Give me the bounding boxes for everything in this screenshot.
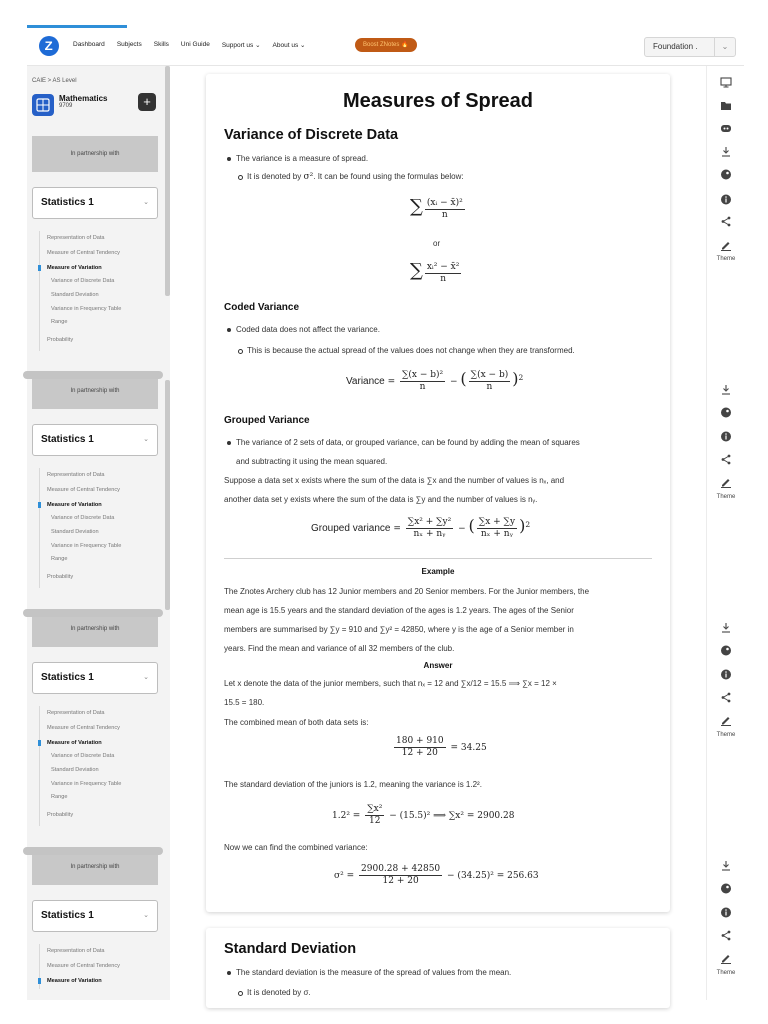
toc-subitem[interactable]: Variance of Discrete Data bbox=[51, 753, 115, 759]
subheading: Grouped Variance bbox=[224, 415, 310, 426]
share-bubble-icon[interactable] bbox=[719, 883, 733, 895]
nav-subjects[interactable]: Subjects bbox=[116, 41, 142, 48]
theme-label[interactable]: Theme bbox=[716, 256, 736, 262]
subject-name: Mathematics bbox=[59, 94, 108, 103]
toc-list bbox=[39, 468, 164, 588]
sidebar-scrollbar[interactable] bbox=[165, 66, 170, 296]
info-icon[interactable] bbox=[719, 907, 733, 919]
theme-label[interactable]: Theme bbox=[716, 970, 736, 976]
sub-bullet-text: It is denoted by σ. bbox=[247, 988, 311, 997]
bullet-text: The variance is a measure of spread. bbox=[236, 154, 369, 163]
level-select[interactable] bbox=[644, 37, 736, 57]
share-icon[interactable] bbox=[719, 930, 733, 942]
toc-item-active[interactable]: Measure of Variation bbox=[40, 498, 164, 513]
breadcrumb[interactable]: CAIE > AS Level bbox=[32, 78, 77, 84]
nav-menu bbox=[73, 41, 317, 49]
example-text: members are summarised by ∑y = 910 and ∑y² = 42850, where y is the age of a Senior member in bbox=[224, 625, 574, 634]
toc-subitem[interactable]: Variance in Frequency Table bbox=[51, 781, 122, 787]
tool-rail bbox=[706, 66, 744, 1000]
scroll-seam bbox=[23, 371, 163, 379]
answer-heading: Answer bbox=[423, 661, 453, 670]
edit-icon[interactable] bbox=[719, 953, 733, 965]
toc-subitem[interactable]: Standard Deviation bbox=[51, 529, 99, 535]
partnership-banner: In partnership with bbox=[32, 849, 158, 885]
info-icon[interactable] bbox=[719, 194, 733, 206]
coded-variance-formula: Variance = $\frac{\text{∑(x − b)²}}{n}$ − ( $\frac{\sum(x - b)}{n}$ )$^2$ bbox=[346, 369, 524, 392]
theme-label[interactable]: Theme bbox=[716, 732, 736, 738]
monitor-icon[interactable] bbox=[719, 77, 733, 89]
nav-dashboard[interactable]: Dashboard bbox=[73, 41, 105, 48]
download-icon[interactable] bbox=[719, 384, 733, 396]
toc-item[interactable]: Probability bbox=[47, 812, 74, 818]
bullet-text: Coded data does not affect the variance. bbox=[236, 325, 380, 334]
download-icon[interactable] bbox=[719, 622, 733, 634]
example-heading: Example bbox=[421, 567, 455, 576]
example-text: mean age is 15.5 years and the standard deviation of the ages is 1.2 years. The ages of the Senior bbox=[224, 606, 574, 615]
top-nav bbox=[27, 28, 744, 66]
toc-subitem[interactable]: Variance in Frequency Table bbox=[51, 543, 122, 549]
toc-subitem[interactable]: Variance in Frequency Table bbox=[51, 306, 122, 312]
answer-text: Let x denote the data of the junior members, such that nₓ = 12 and ∑x/12 = 15.5 ⟹ ∑x = 12 × bbox=[224, 679, 557, 688]
toc-item[interactable]: Measure of Central Tendency bbox=[47, 250, 120, 256]
nav-uni-guide[interactable]: Uni Guide bbox=[180, 41, 210, 48]
toc-subitem[interactable]: Variance of Discrete Data bbox=[51, 278, 115, 284]
example-text: years. Find the mean and variance of all 32 members of the club. bbox=[224, 644, 455, 653]
section-heading: Variance of Discrete Data bbox=[224, 127, 399, 143]
toc-item-active[interactable]: Measure of Variation bbox=[40, 736, 164, 751]
level-select-value: Foundation . bbox=[653, 42, 698, 51]
share-icon[interactable] bbox=[719, 692, 733, 704]
nav-about-us[interactable]: About us ⌄ bbox=[272, 42, 306, 49]
download-icon[interactable] bbox=[719, 860, 733, 872]
scroll-seam bbox=[23, 609, 163, 617]
sd-formula: 1.2² = $\frac{\text{∑x²}}{12}$ − (15.5)² ⟹ ∑x² = 2900.28 bbox=[332, 804, 515, 826]
chevron-down-icon: ⌄ bbox=[143, 199, 149, 206]
chevron-down-icon: ⌄ bbox=[143, 674, 149, 681]
edit-icon[interactable] bbox=[719, 240, 733, 252]
toc-list bbox=[39, 231, 164, 351]
bullet-text-cont: and subtracting it using the mean squared. bbox=[236, 457, 388, 466]
toc-list bbox=[39, 706, 164, 826]
theme-label[interactable]: Theme bbox=[716, 494, 736, 500]
variance-formula-1: ∑ $\frac{\text{(xᵢ − x̄)²}}{n}$ bbox=[410, 196, 463, 220]
toc-list bbox=[39, 944, 164, 989]
share-bubble-icon[interactable] bbox=[719, 645, 733, 657]
nav-skills[interactable]: Skills bbox=[153, 41, 169, 48]
toc-item-active[interactable]: Measure of Variation bbox=[40, 261, 164, 276]
article-card bbox=[206, 74, 670, 912]
answer-text: The combined mean of both data sets is: bbox=[224, 718, 369, 727]
subheading: Coded Variance bbox=[224, 302, 300, 313]
toc-item[interactable]: Representation of Data bbox=[47, 948, 105, 954]
sidebar-scrollbar[interactable] bbox=[165, 380, 170, 610]
toc-item[interactable]: Representation of Data bbox=[47, 235, 105, 241]
paragraph: another data set y exists where the sum of the data is ∑y and the number of values is nᵧ. bbox=[224, 495, 538, 504]
toc-subitem[interactable]: Range bbox=[51, 794, 68, 800]
article-card bbox=[206, 928, 670, 1008]
scroll-seam bbox=[23, 847, 163, 855]
toc-item[interactable]: Probability bbox=[47, 337, 74, 343]
toc-item[interactable]: Representation of Data bbox=[47, 710, 105, 716]
edit-icon[interactable] bbox=[719, 477, 733, 489]
paragraph: Suppose a data set x exists where the sum of the data is ∑x and the number of values is nₓ, and bbox=[224, 476, 565, 485]
info-icon[interactable] bbox=[719, 431, 733, 443]
example-text: The Znotes Archery club has 12 Junior members and 20 Senior members. For the Junior members, the bbox=[224, 587, 590, 596]
boost-znotes-button[interactable]: Boost ZNotes 🔥 bbox=[355, 38, 417, 52]
chevron-down-icon: ⌄ bbox=[143, 436, 149, 443]
add-subject-button[interactable]: + bbox=[138, 93, 156, 111]
znotes-logo[interactable]: Z bbox=[39, 36, 59, 56]
toc-item[interactable]: Probability bbox=[47, 574, 74, 580]
toc-subitem[interactable]: Range bbox=[51, 556, 68, 562]
info-icon[interactable] bbox=[719, 669, 733, 681]
toc-subitem[interactable]: Variance of Discrete Data bbox=[51, 515, 115, 521]
partnership-banner: In partnership with bbox=[32, 136, 158, 172]
share-icon[interactable] bbox=[719, 216, 733, 228]
share-bubble-icon[interactable] bbox=[719, 407, 733, 419]
section-heading: Standard Deviation bbox=[224, 941, 357, 957]
partnership-banner: In partnership with bbox=[32, 373, 158, 409]
section-select[interactable]: Statistics 1 ⌄ bbox=[32, 187, 158, 219]
answer-text: The standard deviation of the juniors is 1.2, meaning the variance is 1.2². bbox=[224, 780, 482, 789]
edit-icon[interactable] bbox=[719, 715, 733, 727]
toc-item[interactable]: Representation of Data bbox=[47, 472, 105, 478]
discord-icon[interactable] bbox=[719, 123, 733, 135]
chevron-down-icon: ⌄ bbox=[143, 912, 149, 919]
sub-bullet-text: This is because the actual spread of the values does not change when they are transformed. bbox=[247, 346, 575, 355]
bullet-text: The standard deviation is the measure of the spread of values from the mean. bbox=[236, 968, 512, 977]
section-select[interactable]: Statistics 1 ⌄ bbox=[32, 662, 158, 694]
toc-subitem[interactable]: Range bbox=[51, 319, 68, 325]
combined-mean-formula: $\frac{180 + 910}{12 + 20}$ = 34.25 bbox=[396, 736, 487, 758]
subject-header bbox=[32, 94, 107, 116]
answer-text: 15.5 = 180. bbox=[224, 698, 265, 707]
share-icon[interactable] bbox=[719, 454, 733, 466]
page-title: Measures of Spread bbox=[342, 90, 534, 112]
folder-icon[interactable] bbox=[719, 100, 733, 112]
answer-text: Now we can find the combined variance: bbox=[224, 843, 368, 852]
nav-support-us[interactable]: Support us ⌄ bbox=[221, 42, 261, 49]
share-bubble-icon[interactable] bbox=[719, 169, 733, 181]
chevron-down-icon: ⌄ bbox=[714, 38, 735, 56]
toc-item[interactable]: Measure of Central Tendency bbox=[47, 725, 120, 731]
variance-formula-2: ∑ $\frac{\text{xᵢ² − x̄²}}{n}$ bbox=[410, 260, 460, 284]
subject-code: 9709 bbox=[59, 103, 73, 109]
bullet-text: The variance of 2 sets of data, or grouped variance, can be found by adding the mean of squares bbox=[236, 438, 580, 447]
divider bbox=[224, 558, 652, 559]
section-select[interactable]: Statistics 1 ⌄ bbox=[32, 424, 158, 456]
toc-item[interactable]: Measure of Central Tendency bbox=[47, 487, 120, 493]
or-text: or bbox=[433, 239, 441, 248]
download-icon[interactable] bbox=[719, 146, 733, 158]
grouped-variance-formula: Grouped variance = $\frac{\text{∑x² + ∑y²}}{\text{nₓ + nᵧ}}$ − ( $\frac{\sum x + \sum y}{\text{nₓ + nᵧ}}$ )$^2$ bbox=[311, 516, 531, 539]
toc-subitem[interactable]: Standard Deviation bbox=[51, 292, 99, 298]
toc-item[interactable]: Measure of Central Tendency bbox=[47, 963, 120, 969]
partnership-banner: In partnership with bbox=[32, 611, 158, 647]
calculator-icon bbox=[32, 94, 54, 116]
combined-variance-formula: σ² = $\frac{2900.28 + 42850}{12 + 20}$ − (34.25)² = 256.63 bbox=[334, 864, 539, 886]
section-select[interactable]: Statistics 1 ⌄ bbox=[32, 900, 158, 932]
toc-item-active[interactable]: Measure of Variation bbox=[40, 974, 164, 989]
sub-bullet-text: It is denoted by σ². It can be found using the formulas below: bbox=[247, 172, 464, 182]
sidebar bbox=[27, 66, 170, 1000]
toc-subitem[interactable]: Standard Deviation bbox=[51, 767, 99, 773]
